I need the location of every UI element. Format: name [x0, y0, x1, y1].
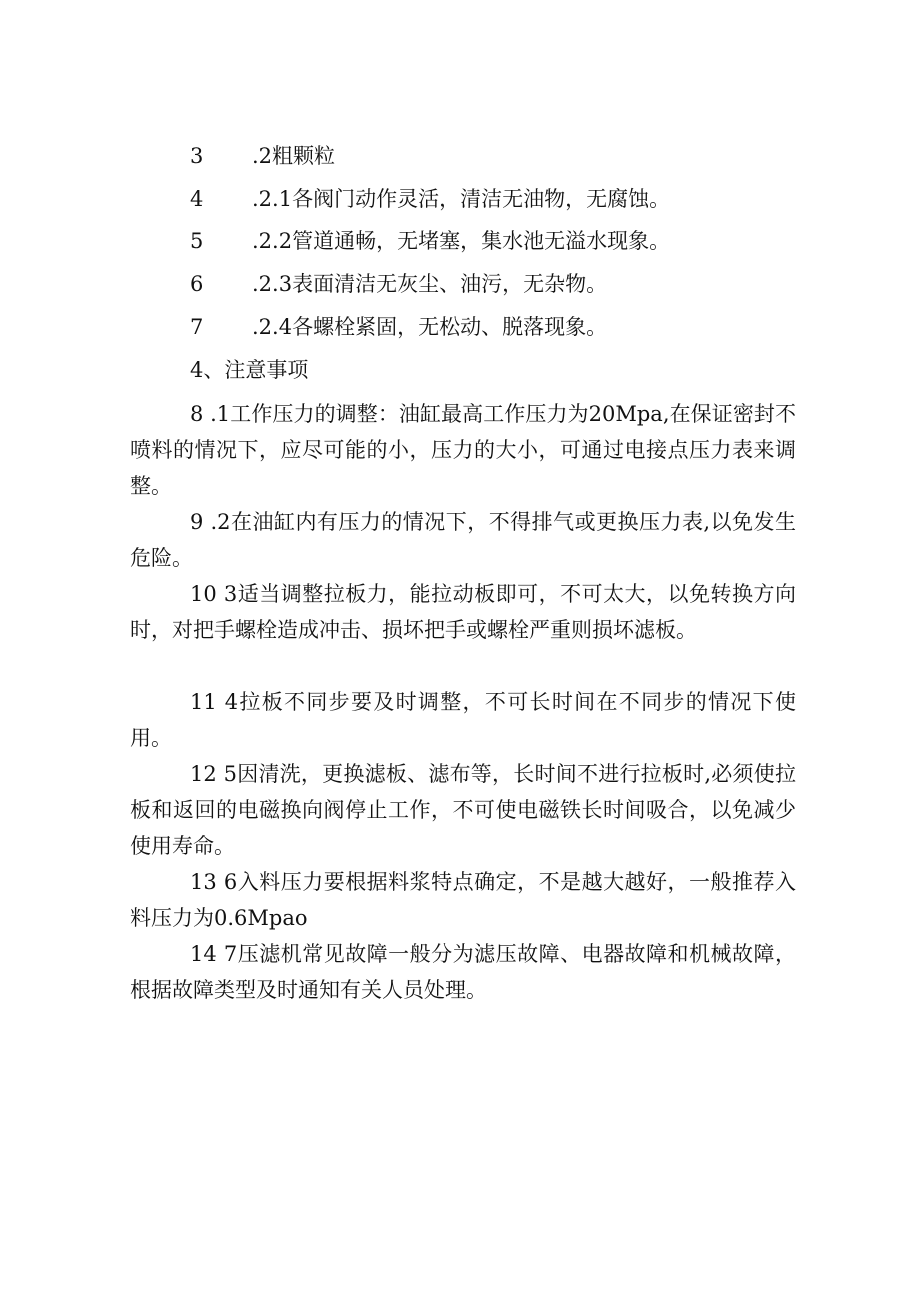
list-item: [190, 187, 670, 211]
paragraph: 10 3适当调整拉板力，能拉动板即可，不可太大，以免转换方向时，对把手螺栓造成冲击、损坏把手或螺栓严重则损坏滤板。: [130, 582, 796, 642]
list-text: .2.3表面清洁无灰尘、油污，无杂物。: [252, 272, 608, 296]
list-item: [190, 229, 670, 253]
paragraph: 13 6入料压力要根据料浆特点确定，不是越大越好，一般推荐入料压力为0.6Mpao: [130, 870, 796, 930]
list-number: 4: [190, 187, 204, 211]
paragraph: 9 .2在油缸内有压力的情况下，不得排气或更换压力表,以免发生危险。: [130, 510, 796, 570]
list-item: [190, 272, 607, 296]
list-number: 5: [190, 229, 204, 253]
paragraph: 11 4拉板不同步要及时调整，不可长时间在不同步的情况下使用。: [130, 690, 796, 750]
list-text: .2粗颗粒: [252, 144, 336, 168]
list-text: .2.1各阀门动作灵活，清洁无油物，无腐蚀。: [252, 187, 671, 211]
list-number: 3: [190, 144, 204, 168]
section-heading-3-2: [190, 144, 335, 168]
list-number: 7: [190, 315, 204, 339]
list-text: .2.4各螺栓紧固，无松动、脱落现象。: [252, 315, 608, 339]
list-text: .2.2管道通畅，无堵塞，集水池无溢水现象。: [252, 229, 671, 253]
paragraph: 8 .1工作压力的调整：油缸最高工作压力为20Mpa,在保证密封不喷料的情况下，应尽可能的小，压力的大小，可通过电接点压力表来调整。: [130, 402, 796, 498]
paragraph: 12 5因清洗，更换滤板、滤布等，长时间不进行拉板时,必须使拉板和返回的电磁换向阀停止工作，不可使电磁铁长时间吸合，以免减少使用寿命。: [130, 762, 796, 858]
list-item: [190, 315, 607, 339]
list-number: 6: [190, 272, 204, 296]
paragraph: 14 7压滤机常见故障一般分为滤压故障、电器故障和机械故障，根据故障类型及时通知有关人员处理。: [130, 942, 796, 1002]
section-heading-4: 4、注意事项: [190, 358, 309, 382]
